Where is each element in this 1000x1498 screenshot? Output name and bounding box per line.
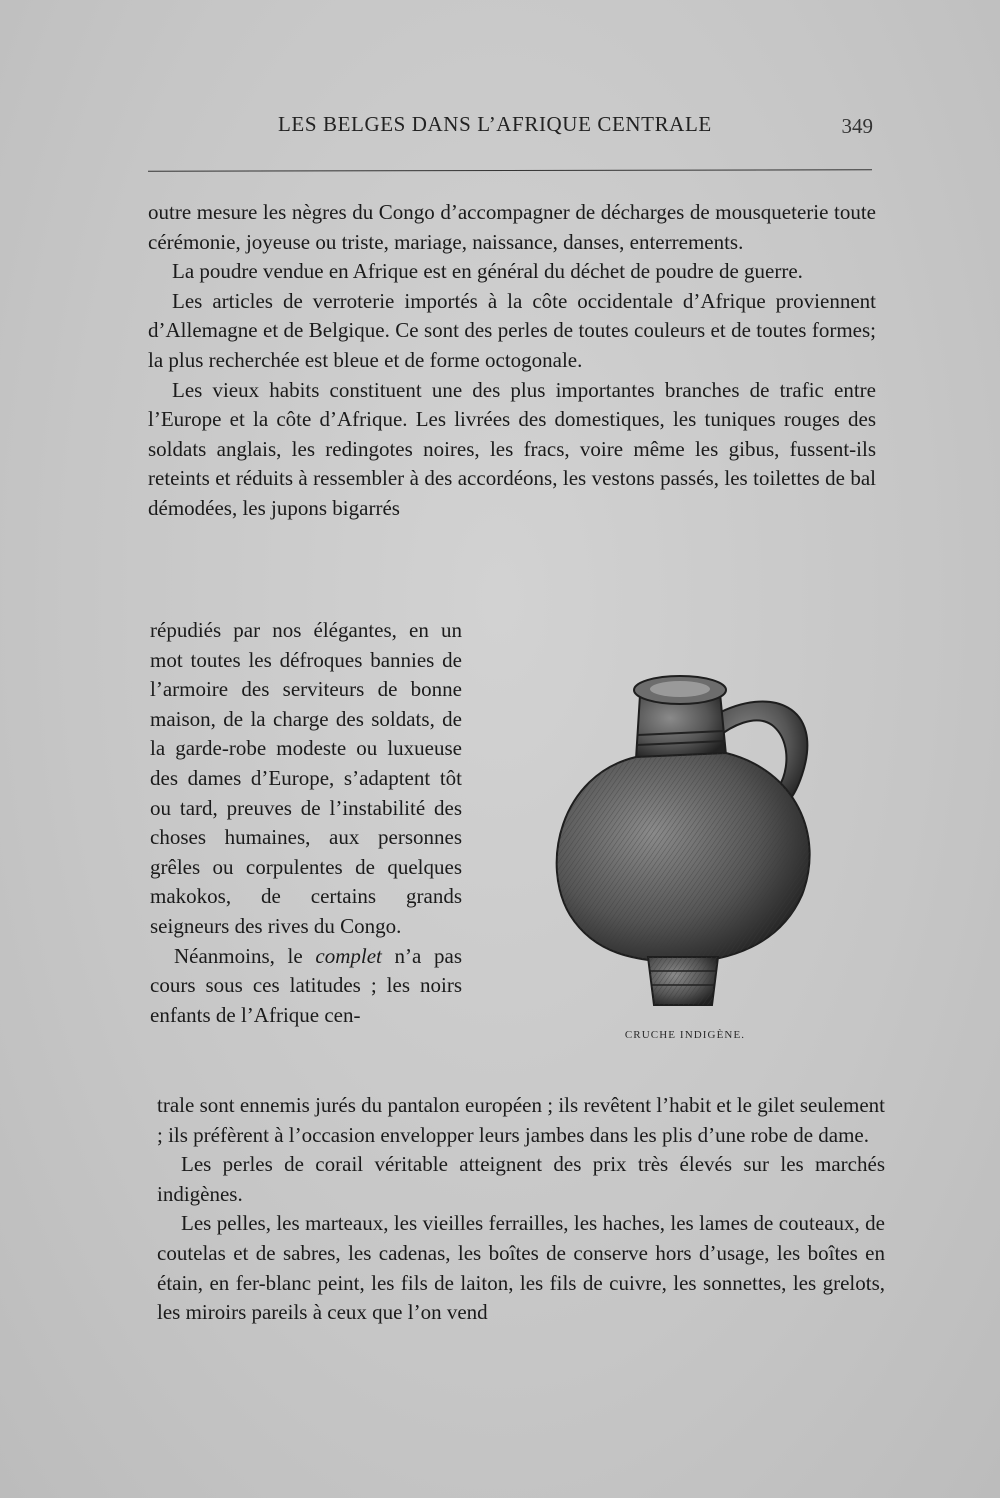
header-rule — [148, 169, 872, 172]
paragraph: La poudre vendue en Afrique est en général du déchet de poudre de guerre. — [172, 259, 803, 284]
figure-caption: CRUCHE INDIGÈNE. — [624, 1029, 746, 1041]
running-header — [150, 108, 875, 148]
text-block-top — [148, 198, 876, 524]
running-title: LES BELGES DANS L’AFRIQUE CENTRALE — [278, 112, 712, 136]
paragraph: Les perles de corail véritable atteignent des prix très élevés sur les marchés indigènes. — [157, 1152, 885, 1206]
text-block-left — [150, 616, 462, 1030]
text-span: Néanmoins, le — [174, 943, 316, 968]
paragraph — [150, 942, 462, 1031]
figure-jug — [540, 665, 820, 1055]
paragraph: trale sont ennemis jurés du pantalon européen ; ils revêtent l’habit et le gilet seulement ; ils préfèrent à l’occasion envelopper leurs jambes dans les plis d’une robe de dame. — [157, 1093, 885, 1147]
text-block-bottom — [157, 1091, 885, 1328]
page-number: 349 — [841, 114, 873, 138]
paragraph: Les articles de verroterie importés à la côte occidentale d’Afrique proviennent d’Allemagne et de Belgique. Ce sont des perles de toutes couleurs et de toutes formes; la plus recherchée est bleue et de forme octogonale. — [148, 288, 876, 372]
paragraph: Les vieux habits constituent une des plus importantes branches de trafic entre l’Europe et la côte d’Afrique. Les livrées des domestiques, les tuniques rouges des soldats anglais, les redingotes noires, les fracs, voire même les gibus, fussent-ils reteints et réduits à ressembler à des accordéons, les vestons passés, les toilettes de bal démodées, les jupons bigarrés — [148, 377, 876, 520]
paragraph: répudiés par nos élégantes, en un mot toutes les défroques bannies de l’armoire des serviteurs de bonne maison, de la charge des soldats, de la garde-robe modeste ou luxueuse des dames d’Europe, s’adaptent tôt ou tard, preuves de l’instabilité des choses humaines, aux personnes grêles ou corpulentes de quelques makokos, de certains grands seigneurs des rives du Congo. — [150, 618, 462, 938]
italic-word: complet — [315, 943, 382, 968]
jug-illustration — [540, 665, 820, 1015]
paragraph: Les pelles, les marteaux, les vieilles ferrailles, les haches, les lames de couteaux, de coutelas et de sabres, les cadenas, les boîtes de conserve hors d’usage, les boîtes en étain, en fer-blanc peint, les fils de laiton, les fils de cuivre, les sonnettes, les grelots, les miroirs pareils à ceux que l’on vend — [157, 1211, 885, 1325]
paragraph: outre mesure les nègres du Congo d’accompagner de décharges de mousqueterie toute cérémonie, joyeuse ou triste, mariage, naissance, danses, enterrements. — [148, 200, 876, 254]
text-span: n’a pas cours sous ces latitudes ; les noirs enfants de l’Afrique cen- — [150, 943, 462, 1027]
